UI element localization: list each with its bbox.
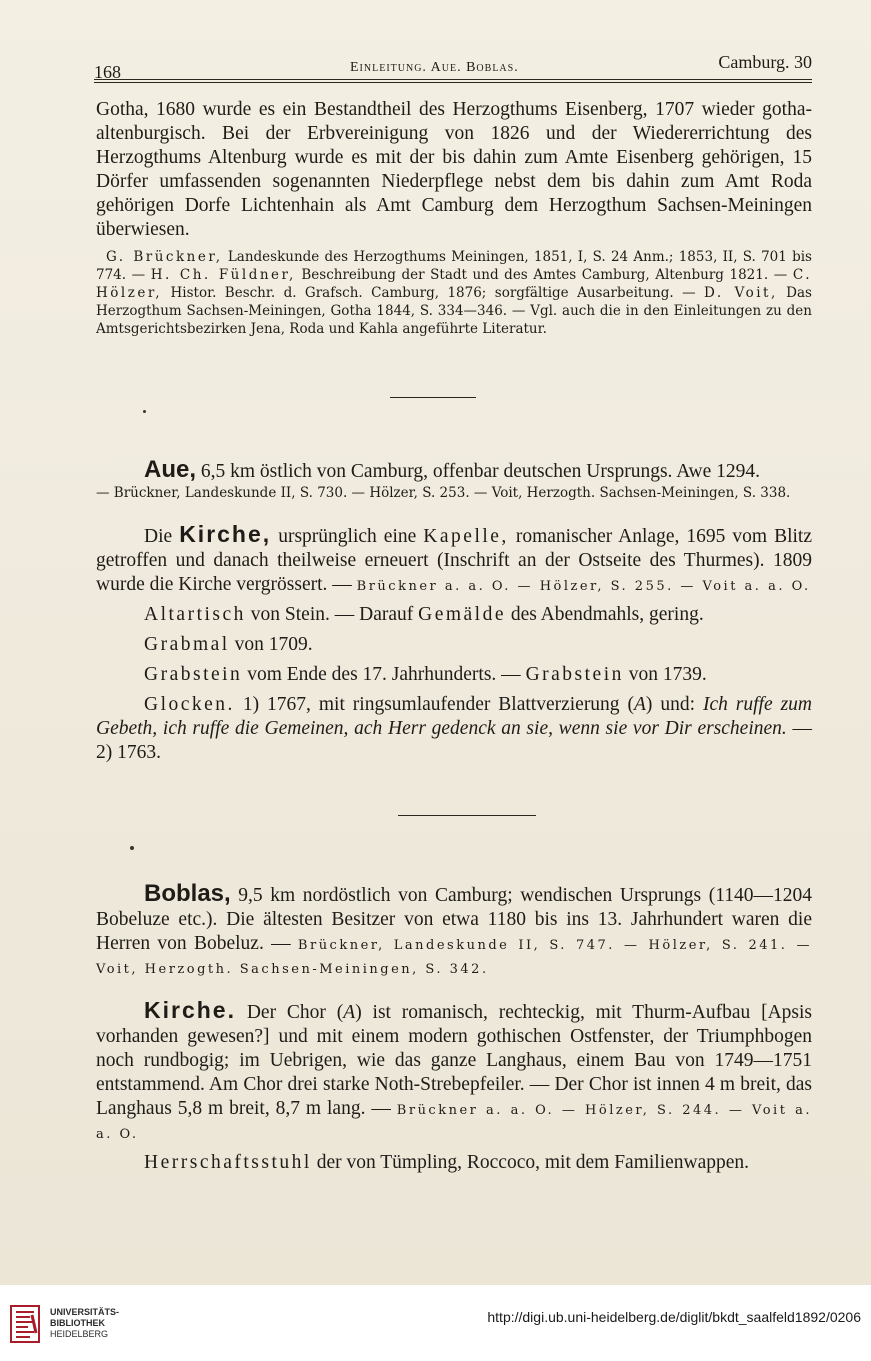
herrschaftsstuhl-entry [96, 1151, 812, 1175]
kirche-text: romanischer Anlage, 1695 vom Blitz getroffen und danach theilweise erneuert (Inschrift an der Ostseite des Thurmes). 1809 wurde die Kirche vergrössert. — [96, 526, 813, 595]
gemaelde-text: des Abendmahls, gering. [506, 604, 704, 625]
glocken-inscription: Ich ruffe zum Gebeth, ich ruffe die Gemeinen, ach Herr gedenck an sie, wenn sie vor Dir erscheinen. [96, 694, 812, 739]
grabstein-label: Grabstein [144, 664, 243, 685]
kirche-mark: A [343, 1002, 356, 1023]
kirche-text: ursprünglich eine [271, 526, 424, 547]
boblas-entry [96, 882, 812, 980]
grabmal-entry [96, 633, 812, 657]
boblas-kirche [96, 998, 812, 1145]
boblas-heading: Boblas, [144, 880, 231, 907]
header-rule-2 [94, 82, 812, 83]
aue-heading: Aue, [144, 456, 197, 483]
boblas-references: Brückner, Landeskunde II, S. 747. — Hölzer, S. 241. — Voit, Herzogth. Sachsen-Meiningen, S. 342. [96, 938, 812, 977]
intro-paragraph: Gotha, 1680 wurde es ein Bestandtheil des Herzogthums Eisenberg, 1707 wieder gotha-altenburgisch. Bei der Erbvereinigung von 1826 und der Wiedererrichtung des Herzogthums Altenburg wurde es mit der bis dahin zum Amte Eisenberg gehörigen, 15 Dörfer umfassenden sogenannten Niederpflege nebst dem bis dahin zum Amt Roda gehörigen Dorfe Lichtenhain als Amt Camburg dem Herzogthum Sachsen-Meiningen überwiesen. [96, 99, 812, 240]
intro-references [96, 248, 812, 338]
ref-author-voit: D. Voit, [704, 285, 778, 301]
aue-section [96, 458, 812, 765]
aue-kirche [96, 522, 812, 597]
kirche-text: ) ist romanisch, rechteckig, mit Thurm-Aufbau [Apsis vorhanden gewesen?] und mit einem modern gothischen Ostfenster, der Triumphbogen noch rundbogig; im Uebrigen, wie das ganze Langhaus, einem Bau von 1749—1751 entstammend. Am Chor drei starke Noth-Strebepfeiler. — Der Chor ist innen 4 m breit, das Langhaus 5,8 m breit, 8,7 m lang. — [96, 1002, 812, 1119]
kapelle-term: Kapelle, [423, 526, 509, 547]
speck [143, 410, 146, 413]
kirche-lead: Die [144, 526, 180, 547]
kirche-text: Der Chor ( [235, 1002, 344, 1023]
logo-line: HEIDELBERG [50, 1329, 109, 1339]
ref-text: Beschreibung der Stadt und des Amtes Camburg, Altenburg 1821. — [295, 267, 793, 283]
grabstein-text: vom Ende des 17. Jahrhunderts. — [242, 664, 526, 685]
boblas-kirche-heading: Kirche. [144, 997, 236, 1023]
grabstein-text-2: von 1739. [623, 664, 707, 685]
section-divider-2 [398, 815, 536, 816]
aue-entry [96, 458, 812, 484]
gemaelde-label: Gemälde [418, 604, 507, 625]
page-number: 168 [94, 62, 121, 82]
section-divider [390, 397, 476, 398]
glocken-label: Glocken. [144, 694, 235, 715]
glocken-text: 1) 1767, mit ringsumlaufender Blattverzierung ( [234, 694, 634, 715]
glocken-text-3: — 2) 1763. [96, 718, 812, 763]
library-logo-icon[interactable] [10, 1303, 40, 1345]
library-logo-text[interactable] [50, 1307, 119, 1340]
kirche-references: Brückner a. a. O. — Hölzer, S. 255. — Voit a. a. O. [356, 579, 811, 594]
running-title: Einleitung. Aue. Boblas. [350, 60, 519, 75]
glocken-text-2: ) und: [645, 694, 703, 715]
ref-author-brueckner: G. Brückner, [106, 249, 223, 265]
glocken-entry [96, 693, 812, 765]
altartisch-entry [96, 603, 812, 627]
ref-text: Histor. Beschr. d. Grafsch. Camburg, 1876; sorgfältige Ausarbeitung. — [162, 285, 705, 301]
permalink-url[interactable]: http://digi.ub.uni-heidelberg.de/diglit/bkdt_saalfeld1892/0206 [487, 1309, 861, 1325]
logo-line: BIBLIOTHEK [50, 1318, 105, 1328]
stuhl-label: Herrschaftsstuhl [144, 1152, 312, 1173]
ref-text: Landeskunde des Herzogthums Meiningen, 1851, I, S. 24 Anm.; 1853, II, S. 701 bis 774. — [96, 249, 812, 283]
grabstein-label-2: Grabstein [525, 664, 624, 685]
stuhl-text: der von Tümpling, Roccoco, mit dem Familienwappen. [311, 1152, 750, 1173]
altartisch-label: Altartisch [144, 604, 246, 625]
altartisch-text: von Stein. — Darauf [245, 604, 419, 625]
ref-text: Das Herzogthum Sachsen-Meiningen, Gotha 1844, S. 334—346. — Vgl. auch die in den Einleitungen zu den Amtsgerichtsbezirken Jena, Roda und Kahla angeführte Literatur. [96, 285, 812, 337]
glocken-mark: A [634, 694, 646, 715]
speck [130, 846, 134, 850]
header-rule [94, 79, 812, 80]
logo-line: UNIVERSITÄTS- [50, 1307, 120, 1317]
ref-author-hoelzer: C. Hölzer, [96, 267, 812, 301]
aue-kirche-heading: Kirche, [179, 521, 272, 547]
kirche-references: Brückner a. a. O. — Hölzer, S. 244. — Voit a. a. O. [96, 1103, 812, 1142]
aue-description: 6,5 km östlich von Camburg, offenbar deutschen Ursprungs. Awe 1294. [196, 461, 761, 482]
aue-references: — Brückner, Landeskunde II, S. 730. — Hölzer, S. 253. — Voit, Herzogth. Sachsen-Meiningen, S. 338. [96, 485, 791, 501]
grabmal-label: Grabmal [144, 634, 230, 655]
page-header [94, 52, 812, 82]
ref-author-fueldner: H. Ch. Füldner, [150, 267, 296, 283]
section-title: Camburg. 30 [718, 52, 812, 72]
grabstein-entry [96, 663, 812, 687]
boblas-section [96, 882, 812, 1175]
boblas-description: 9,5 km nordöstlich von Camburg; wendischen Ursprungs (1140—1204 Bobeluze etc.). Die ältesten Besitzer von etwa 1180 bis ins 13. Jahrhundert waren die Herren von Bobeluz. — [96, 885, 812, 954]
grabmal-text: von 1709. [229, 634, 313, 655]
intro-section [96, 98, 812, 338]
viewer-footer [0, 1285, 871, 1361]
